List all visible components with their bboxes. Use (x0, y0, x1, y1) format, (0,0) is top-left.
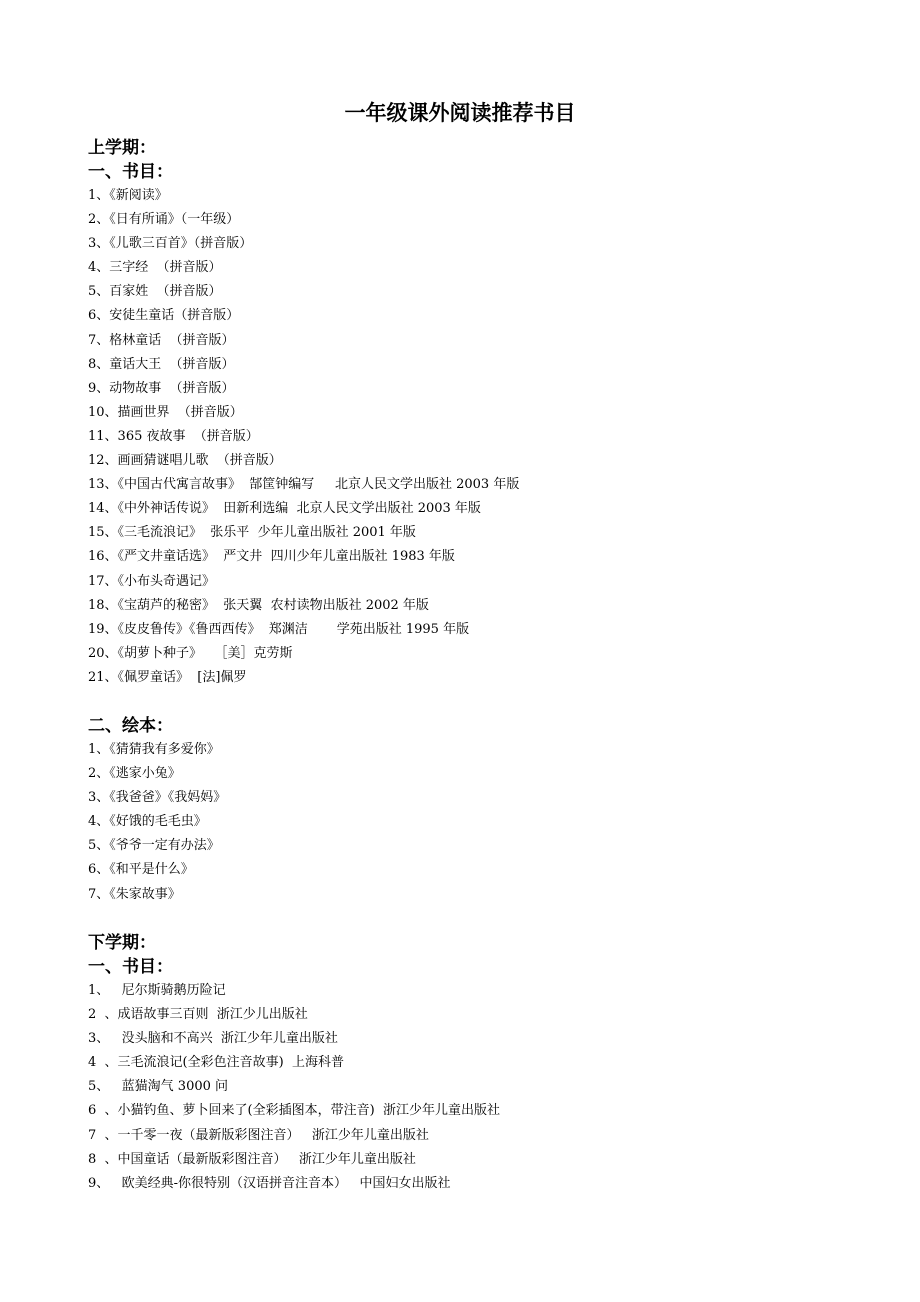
list-item: 1、 尼尔斯骑鹅历险记 (88, 983, 226, 998)
semester1-label: 上学期： (88, 138, 156, 158)
semester2-label: 下学期： (88, 933, 156, 953)
list-item: 7、格林童话 （拼音版） (88, 332, 235, 348)
list-item: 9、 欧美经典-你很特别（汉语拼音注音本） 中国妇女出版社 (88, 1175, 451, 1191)
list-item: 15、《三毛流浪记》 张乐平 少年儿童出版社 2001 年版 (88, 525, 416, 541)
list-item: 16、《严文井童话选》 严文井 四川少年儿童出版社 1983 年版 (88, 549, 455, 565)
list-item: 4、《好饿的毛毛虫》 (88, 814, 207, 830)
list-item: 7 、一千零一夜（最新版彩图注音） 浙江少年儿童出版社 (88, 1127, 429, 1143)
list-item: 5、百家姓 （拼音版） (88, 284, 222, 300)
semester1-books-heading: 一、书目： (88, 162, 173, 182)
list-item: 4、三字经 （拼音版） (88, 260, 222, 276)
list-item: 2 、成语故事三百则 浙江少儿出版社 (88, 1007, 308, 1023)
list-item: 4 、三毛流浪记(全彩色注音故事) 上海科普 (88, 1055, 344, 1071)
semester1-book-list (88, 184, 888, 690)
semester1-picture-books-heading: 二、绘本： (88, 716, 173, 736)
list-item: 3、 没头脑和不高兴 浙江少年儿童出版社 (88, 1031, 338, 1047)
list-item: 8、童话大王 （拼音版） (88, 356, 235, 372)
list-item: 10、描画世界 （拼音版） (88, 404, 243, 420)
list-item: 2、《逃家小兔》 (88, 766, 181, 782)
semester1-picture-book-list (88, 738, 888, 907)
list-item: 3、《我爸爸》《我妈妈》 (88, 790, 227, 806)
list-item: 17、《小布头奇遇记》 (88, 573, 216, 589)
semester2-books-heading: 一、书目： (88, 957, 173, 977)
page-title: 一年级课外阅读推荐书目 (344, 101, 576, 125)
list-item: 14、《中外神话传说》 田新利选编 北京人民文学出版社 2003 年版 (88, 501, 481, 517)
list-item: 6 、小猫钓鱼、萝卜回来了(全彩插图本，带注音) 浙江少年儿童出版社 (88, 1103, 500, 1119)
semester1-section (88, 136, 888, 690)
list-item: 13、《中国古代寓言故事》 郜筐钟编写 北京人民文学出版社 2003 年版 (88, 477, 520, 493)
list-item: 9、动物故事 （拼音版） (88, 380, 235, 396)
list-item: 19、《皮皮鲁传》《鲁西西传》 郑渊洁 学苑出版社 1995 年版 (88, 621, 470, 637)
list-item: 1、《猜猜我有多爱你》 (88, 742, 220, 757)
list-item: 21、《佩罗童话》 [法]佩罗 (88, 669, 247, 685)
list-item: 12、画画猜谜唱儿歌 （拼音版） (88, 453, 282, 469)
list-item: 20、《胡萝卜种子》 ［美］克劳斯 (88, 645, 293, 661)
list-item: 1、《新阅读》 (88, 188, 168, 203)
semester2-book-list (88, 979, 888, 1196)
semester2-section (88, 931, 888, 1196)
list-item: 5、 蓝猫淘气 3000 问 (88, 1079, 229, 1095)
list-item: 5、《爷爷一定有办法》 (88, 838, 220, 854)
list-item: 7、《朱家故事》 (88, 886, 181, 902)
list-item: 8 、中国童话（最新版彩图注音） 浙江少年儿童出版社 (88, 1151, 416, 1167)
list-item: 2、《日有所诵》（一年级） (88, 212, 240, 228)
list-item: 11、365 夜故事 （拼音版） (88, 428, 259, 444)
semester1-picture-books-section (88, 714, 888, 907)
list-item: 6、《和平是什么》 (88, 862, 194, 878)
list-item: 6、安徒生童话（拼音版） (88, 308, 240, 324)
list-item: 18、《宝葫芦的秘密》 张天翼 农村读物出版社 2002 年版 (88, 597, 429, 613)
list-item: 3、《儿歌三百首》（拼音版） (88, 236, 253, 252)
